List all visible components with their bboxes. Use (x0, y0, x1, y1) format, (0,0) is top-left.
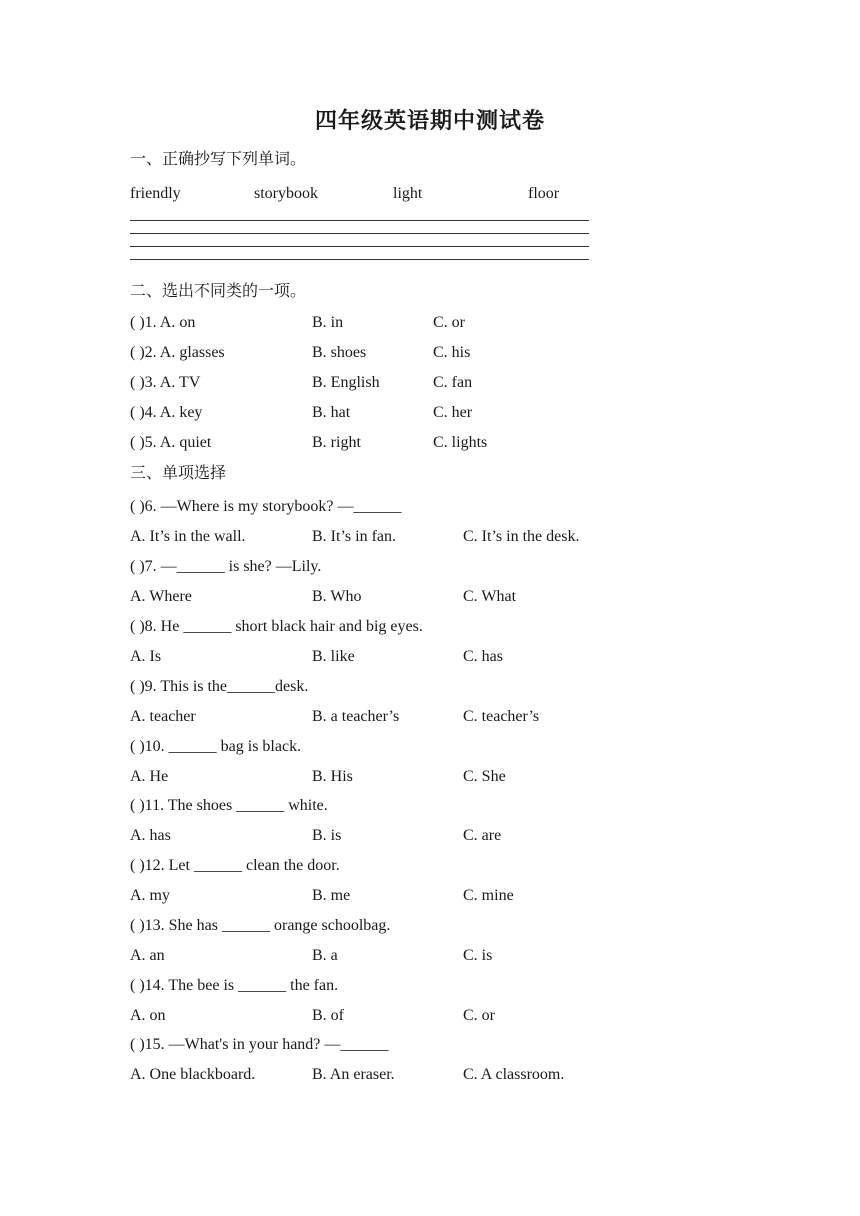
option-b: B. like (312, 648, 355, 665)
question-stem: ( )3. A. TV (130, 374, 201, 391)
option-b: B. is (312, 827, 342, 844)
option-a: A. One blackboard. (130, 1066, 256, 1083)
option-c: C. or (463, 1007, 495, 1024)
option-b: B. a teacher’s (312, 708, 400, 725)
option-c: C. has (463, 648, 503, 665)
question-stem: ( )7. —______ is she? —Lily. (130, 558, 322, 575)
option-b: B. It’s in fan. (312, 528, 396, 545)
option-b: B. Who (312, 588, 362, 605)
option-b: B. English (312, 374, 380, 391)
option-c: C. or (433, 314, 465, 331)
option-b: B. right (312, 434, 361, 451)
question-stem: ( )12. Let ______ clean the door. (130, 857, 340, 874)
question-stem: ( )13. She has ______ orange schoolbag. (130, 917, 391, 934)
page-title: 四年级英语期中测试卷 (314, 108, 545, 133)
writing-line (130, 233, 589, 234)
option-b: B. hat (312, 404, 351, 421)
section2-heading: 二、选出不同类的一项。 (130, 283, 307, 300)
option-c: C. is (463, 947, 493, 964)
copy-word: light (393, 185, 423, 202)
option-a: A. an (130, 947, 165, 964)
copy-word: storybook (254, 185, 318, 202)
question-stem: ( )14. The bee is ______ the fan. (130, 977, 339, 994)
question-stem: ( )2. A. glasses (130, 344, 225, 361)
section3-heading: 三、单项选择 (130, 465, 227, 482)
option-b: B. in (312, 314, 344, 331)
option-c: C. mine (463, 887, 514, 904)
option-a: A. has (130, 827, 171, 844)
question-stem: ( )15. —What's in your hand? —______ (130, 1036, 389, 1053)
option-a: A. It’s in the wall. (130, 528, 246, 545)
copy-word: friendly (130, 185, 181, 202)
question-stem: ( )8. He ______ short black hair and big eyes. (130, 618, 423, 635)
option-c: C. She (463, 768, 506, 785)
option-b: B. me (312, 887, 351, 904)
section1-heading: 一、正确抄写下列单词。 (130, 151, 307, 168)
option-c: C. are (463, 827, 502, 844)
option-b: B. His (312, 768, 353, 785)
question-stem: ( )9. This is the______desk. (130, 678, 309, 695)
question-stem: ( )10. ______ bag is black. (130, 738, 302, 755)
option-a: A. He (130, 768, 169, 785)
question-stem: ( )5. A. quiet (130, 434, 212, 451)
question-stem: ( )1. A. on (130, 314, 196, 331)
option-c: C. A classroom. (463, 1066, 565, 1083)
option-a: A. Where (130, 588, 192, 605)
writing-line (130, 259, 589, 260)
option-a: A. teacher (130, 708, 196, 725)
question-stem: ( )11. The shoes ______ white. (130, 797, 328, 814)
writing-line (130, 246, 589, 247)
option-c: C. What (463, 588, 517, 605)
option-c: C. her (433, 404, 473, 421)
option-a: A. Is (130, 648, 162, 665)
option-c: C. teacher’s (463, 708, 540, 725)
option-a: A. on (130, 1007, 166, 1024)
writing-line (130, 220, 589, 221)
option-b: B. An eraser. (312, 1066, 395, 1083)
option-a: A. my (130, 887, 170, 904)
question-stem: ( )4. A. key (130, 404, 203, 421)
option-c: C. lights (433, 434, 488, 451)
question-stem: ( )6. —Where is my storybook? —______ (130, 498, 402, 515)
option-b: B. shoes (312, 344, 367, 361)
option-c: C. his (433, 344, 471, 361)
option-b: B. a (312, 947, 338, 964)
option-c: C. fan (433, 374, 473, 391)
option-b: B. of (312, 1007, 344, 1024)
option-c: C. It’s in the desk. (463, 528, 580, 545)
copy-word: floor (528, 185, 560, 202)
